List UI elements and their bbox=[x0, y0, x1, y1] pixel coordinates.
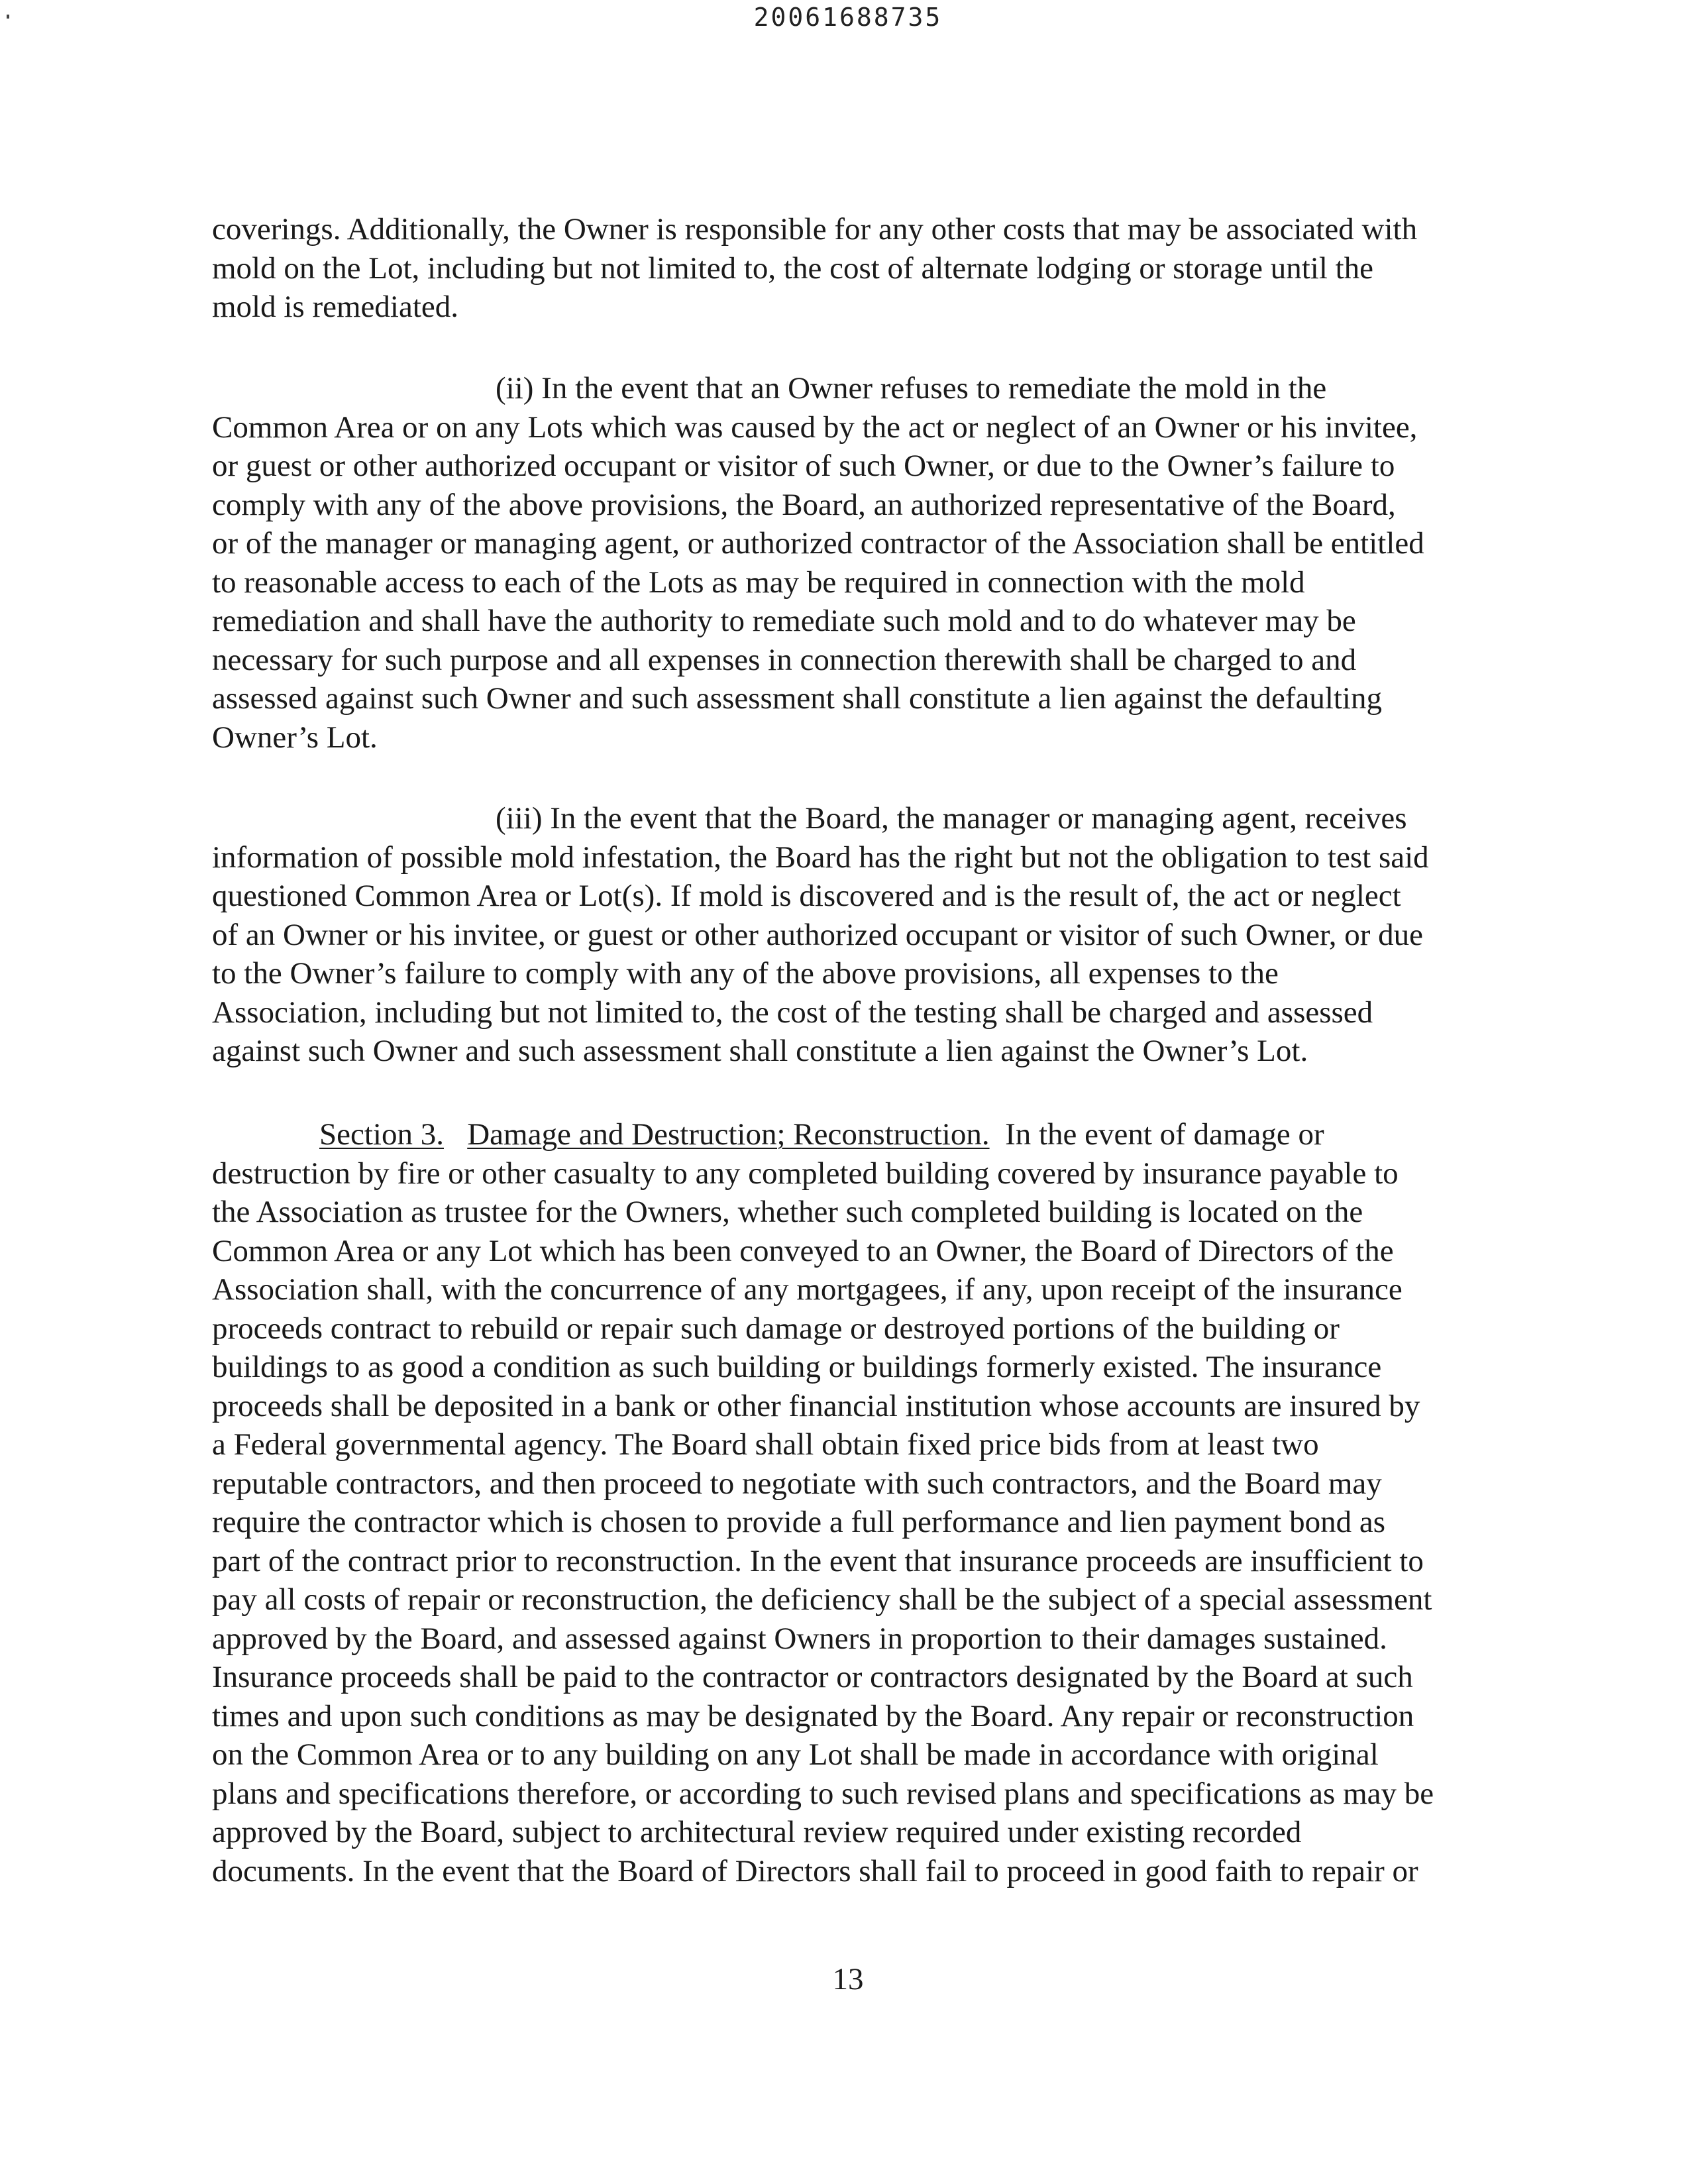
paragraph-iii bbox=[212, 799, 1497, 1071]
section-3 bbox=[212, 1115, 1497, 1890]
text-line: part of the contract prior to reconstruction. In the event that insurance proceeds are insufficient to bbox=[212, 1543, 1424, 1578]
text-line: mold is remediated. bbox=[212, 290, 458, 324]
text-line: approved by the Board, and assessed against Owners in proportion to their damages sustained. bbox=[212, 1621, 1387, 1656]
text-line: Association shall, with the concurrence of any mortgagees, if any, upon receipt of the insurance bbox=[212, 1272, 1403, 1307]
text-line: Common Area or on any Lots which was caused by the act or neglect of an Owner or his invitee, bbox=[212, 410, 1418, 445]
page-number: 13 bbox=[832, 1962, 864, 1996]
text-line: Common Area or any Lot which has been conveyed to an Owner, the Board of Directors of the bbox=[212, 1233, 1394, 1268]
text-line: proceeds shall be deposited in a bank or other financial institution whose accounts are insured by bbox=[212, 1388, 1420, 1423]
section-heading-line bbox=[212, 1115, 1497, 1154]
text-line: assessed against such Owner and such assessment shall constitute a lien against the defaulting bbox=[212, 681, 1382, 716]
text-line: of an Owner or his invitee, or guest or other authorized occupant or visitor of such Owner, or due bbox=[212, 917, 1423, 952]
text-line: or of the manager or managing agent, or authorized contractor of the Association shall be entitled bbox=[212, 526, 1424, 561]
text-line: the Association as trustee for the Owners, whether such completed building is located on the bbox=[212, 1195, 1363, 1229]
document-number: 20061688735 bbox=[753, 3, 943, 32]
text-line: questioned Common Area or Lot(s). If mold is discovered and is the result of, the act or neglect bbox=[212, 879, 1401, 913]
paragraph-ii bbox=[212, 369, 1497, 757]
text-line: against such Owner and such assessment shall constitute a lien against the Owner’s Lot. bbox=[212, 1034, 1308, 1068]
text-line: times and upon such conditions as may be designated by the Board. Any repair or reconstruction bbox=[212, 1698, 1414, 1733]
text-line: buildings to as good a condition as such building or buildings formerly existed. The insurance bbox=[212, 1350, 1382, 1384]
text-line: information of possible mold infestation, the Board has the right but not the obligation to test said bbox=[212, 840, 1429, 875]
text-line: on the Common Area or to any building on any Lot shall be made in accordance with original bbox=[212, 1737, 1379, 1772]
text-line: Insurance proceeds shall be paid to the contractor or contractors designated by the Board at such bbox=[212, 1660, 1413, 1694]
paragraph-continuation bbox=[212, 210, 1497, 327]
text-line: plans and specifications therefore, or according to such revised plans and specifications as may be bbox=[212, 1776, 1434, 1811]
text-line: comply with any of the above provisions, the Board, an authorized representative of the Board, bbox=[212, 487, 1396, 522]
text-line: or guest or other authorized occupant or visitor of such Owner, or due to the Owner’s failure to bbox=[212, 449, 1395, 483]
text-line: Association, including but not limited to, the cost of the testing shall be charged and assessed bbox=[212, 995, 1373, 1030]
text-line: pay all costs of repair or reconstruction, the deficiency shall be the subject of a special assessment bbox=[212, 1582, 1432, 1617]
text-line: a Federal governmental agency. The Board shall obtain fixed price bids from at least two bbox=[212, 1427, 1319, 1462]
text-line: remediation and shall have the authority to remediate such mold and to do whatever may be bbox=[212, 604, 1356, 638]
text-line: to reasonable access to each of the Lots as may be required in connection with the mold bbox=[212, 565, 1305, 600]
text-line: reputable contractors, and then proceed to negotiate with such contractors, and the Board may bbox=[212, 1466, 1382, 1501]
text-line: necessary for such purpose and all expenses in connection therewith shall be charged to and bbox=[212, 642, 1357, 677]
text-line: require the contractor which is chosen to provide a full performance and lien payment bond as bbox=[212, 1505, 1386, 1539]
text-line: documents. In the event that the Board of Directors shall fail to proceed in good faith to repair or bbox=[212, 1853, 1418, 1888]
text-line: coverings. Additionally, the Owner is responsible for any other costs that may be associated with bbox=[212, 212, 1418, 246]
text-line: (ii) In the event that an Owner refuses to remediate the mold in the bbox=[496, 371, 1327, 406]
text-line: Owner’s Lot. bbox=[212, 720, 378, 755]
text-line: mold on the Lot, including but not limited to, the cost of alternate lodging or storage until the bbox=[212, 250, 1374, 286]
section-label: Section 3. bbox=[319, 1117, 444, 1152]
section-title: Damage and Destruction; Reconstruction. bbox=[467, 1117, 990, 1152]
text-line: to the Owner’s failure to comply with any of the above provisions, all expenses to the bbox=[212, 956, 1279, 991]
section-first-line-text: In the event of damage or bbox=[1005, 1117, 1324, 1152]
text-line: (iii) In the event that the Board, the manager or managing agent, receives bbox=[496, 801, 1407, 836]
text-line: proceeds contract to rebuild or repair such damage or destroyed portions of the building or bbox=[212, 1311, 1340, 1346]
text-line: destruction by fire or other casualty to any completed building covered by insurance payable to bbox=[212, 1156, 1399, 1191]
text-line: approved by the Board, subject to architectural review required under existing recorded bbox=[212, 1815, 1302, 1849]
